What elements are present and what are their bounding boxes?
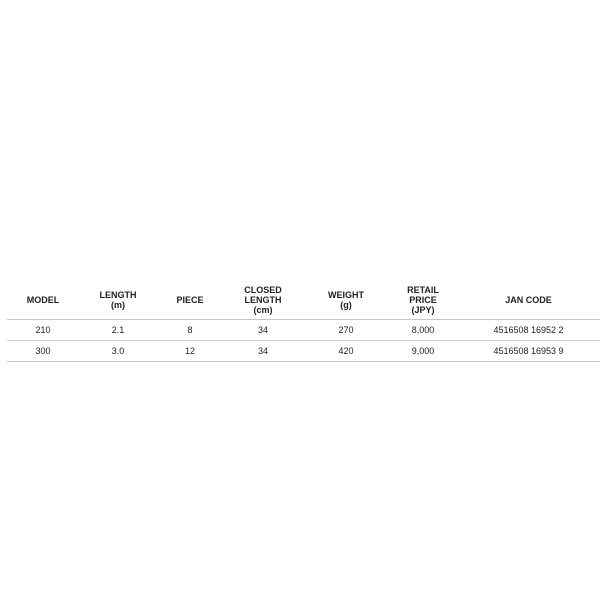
cell-length: 2.1 [79,320,157,341]
cell-model: 210 [7,320,79,341]
cell-weight: 420 [303,341,389,362]
cell-retail-price: 8,000 [389,320,457,341]
cell-weight: 270 [303,320,389,341]
header-piece: PIECE [157,281,223,320]
cell-length: 3.0 [79,341,157,362]
header-weight: WEIGHT (g) [303,281,389,320]
cell-jan-code: 4516508 16953 9 [457,341,600,362]
cell-closed-length: 34 [223,341,303,362]
header-length: LENGTH (m) [79,281,157,320]
header-jan-code: JAN CODE [457,281,600,320]
cell-piece: 8 [157,320,223,341]
cell-piece: 12 [157,341,223,362]
header-retail-price: RETAIL PRICE (JPY) [389,281,457,320]
cell-closed-length: 34 [223,320,303,341]
table-row [7,341,600,362]
header-model: MODEL [7,281,79,320]
cell-retail-price: 9,000 [389,341,457,362]
cell-model: 300 [7,341,79,362]
cell-jan-code: 4516508 16952 2 [457,320,600,341]
table-header-row [7,281,600,320]
header-closed-length: CLOSED LENGTH (cm) [223,281,303,320]
spec-table [7,281,600,362]
table-row [7,320,600,341]
